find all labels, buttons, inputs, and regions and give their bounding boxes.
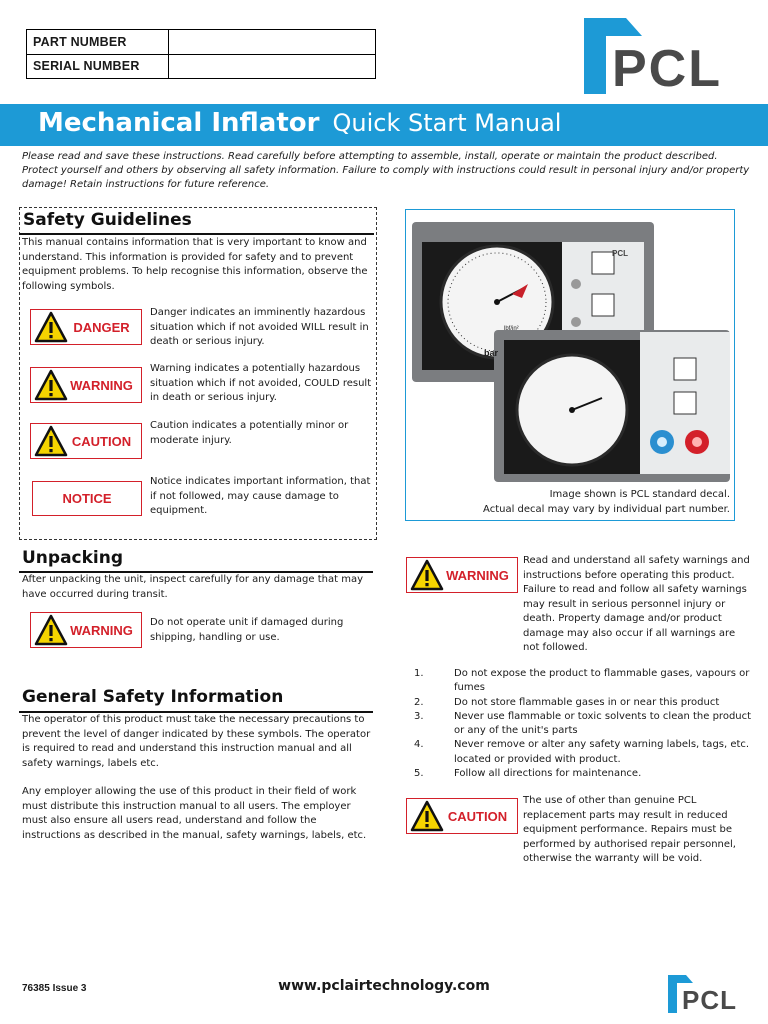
warning-text: Warning indicates a potentially hazardous situation which if not avoided, COULD result in death or serious injury. <box>150 363 372 403</box>
list-number: 3. <box>414 710 424 722</box>
caution-word: CAUTION <box>447 808 508 824</box>
list-text: Follow all directions for maintenance. <box>454 768 642 780</box>
list-number: 4. <box>414 739 424 751</box>
danger-text: Danger indicates an imminently hazardous situation which if not avoided WILL result in death or serious injury. <box>150 307 369 347</box>
right-warning-label <box>406 557 518 593</box>
safety-guidelines-intro: This manual contains information that is very important to know and understand. This information is provided for safety and to prevent equipment problems. To help recognise this information, observe the following symbols. <box>22 237 368 292</box>
warning-triangle-icon <box>410 559 444 591</box>
general-safety-heading: General Safety Information <box>22 687 284 707</box>
website-url[interactable]: www.pclairtechnology.com <box>278 978 490 994</box>
list-item <box>414 710 754 739</box>
list-text: Do not store flammable gases in or near this product <box>454 696 720 708</box>
list-number: 5. <box>414 768 424 780</box>
list-number: 1. <box>414 668 424 679</box>
part-number-field[interactable] <box>169 30 376 55</box>
website-link[interactable] <box>0 978 768 994</box>
caution-label <box>30 423 142 459</box>
document-id: 76385 Issue 3 <box>22 983 87 994</box>
caution-text: Caution indicates a potentially minor or moderate injury. <box>150 420 349 446</box>
image-caption <box>410 488 730 517</box>
notice-word: NOTICE <box>62 491 112 506</box>
list-item <box>414 667 754 696</box>
pcl-logo <box>584 18 748 98</box>
serial-number-field[interactable] <box>169 54 376 79</box>
list-item <box>414 696 754 710</box>
product-decal-image <box>412 222 730 484</box>
list-text: Never use flammable or toxic solvents to clean the product or any of the unit's parts <box>454 710 752 737</box>
list-item <box>414 738 754 767</box>
right-warning-text: Read and understand all safety warnings and instructions before operating this product. Failure to read and follow all safety warnings may result in serious personnel injury or death. Property damage and/or product damage may also occur if all warnings are not followed. <box>523 555 750 653</box>
warning-triangle-icon <box>410 800 444 832</box>
title-main: Mechanical Inflator <box>38 108 320 138</box>
title-sub: Quick Start Manual <box>332 109 562 137</box>
danger-label <box>30 309 142 345</box>
danger-word: DANGER <box>73 319 130 335</box>
right-caution-text: The use of other than genuine PCL replacement parts may result in reduced equipment performance. Repairs must be performed by authorised repair personnel, otherwise the warranty will be void. <box>523 795 736 864</box>
warning-word: WARNING <box>70 622 133 638</box>
warning-triangle-icon <box>34 369 68 401</box>
intro-text: Please read and save these instructions. Read carefully before attempting to assemble, install, operate or maintain the product described. Protect yourself and others by observing all safety information. Failure to comply with instructions could result in personal injury and/or property damage! Retain instructions for future reference. <box>22 151 750 191</box>
safety-guidelines-heading: Safety Guidelines <box>23 210 192 230</box>
gauge-unit: bar <box>484 348 499 358</box>
caption-line1: Image shown is PCL standard decal. <box>549 489 730 500</box>
caution-word: CAUTION <box>71 433 132 449</box>
list-text: Never remove or alter any safety warning labels, tags, etc. located or provided with product. <box>454 739 750 765</box>
warning-triangle-icon <box>34 614 68 646</box>
serial-number-label: SERIAL NUMBER <box>27 54 169 79</box>
part-serial-table <box>26 29 376 79</box>
warning-triangle-icon <box>34 425 68 457</box>
notice-label <box>32 481 142 516</box>
decal-logo: PCL <box>612 249 628 258</box>
warning-triangle-icon <box>34 311 68 343</box>
list-item <box>414 767 754 781</box>
general-safety-para2: Any employer allowing the use of this product in their field of work must distribute this instruction manual to all users. The employer must also ensure all users read, understand and follow the instructions as described in the manual, safety warnings, labels, etc. <box>22 786 367 841</box>
page-title <box>38 108 561 138</box>
notice-text: Notice indicates important information, that if not followed, may cause damage to equipment. <box>150 476 371 516</box>
unpacking-intro: After unpacking the unit, inspect carefully for any damage that may have occurred during transit. <box>22 574 363 600</box>
heading-rule <box>19 233 374 235</box>
list-text: Do not expose the product to flammable gases, vapours or fumes <box>454 668 750 694</box>
footer-logo-text: PCL <box>682 985 737 1015</box>
warning-word: WARNING <box>70 377 133 393</box>
unpacking-warning-text: Do not operate unit if damaged during shipping, handling or use. <box>150 617 344 643</box>
right-caution-label <box>406 798 518 834</box>
part-number-label: PART NUMBER <box>27 30 169 55</box>
logo-text: PCL <box>612 40 722 98</box>
safety-rules-list <box>414 667 754 781</box>
unpacking-warning-label <box>30 612 142 648</box>
warning-label <box>30 367 142 403</box>
unpacking-heading: Unpacking <box>22 548 124 568</box>
caption-line2: Actual decal may vary by individual part number. <box>483 503 730 515</box>
list-number: 2. <box>414 696 424 708</box>
general-safety-para1: The operator of this product must take the necessary precautions to prevent the level of danger indicated by these symbols. The operator is required to read and understand this instruction manual and all safety warnings, labels etc. <box>22 714 371 769</box>
warning-word: WARNING <box>446 567 509 583</box>
gauge-unit2: lbf/in² <box>504 326 519 332</box>
footer-pcl-logo <box>668 975 750 1013</box>
